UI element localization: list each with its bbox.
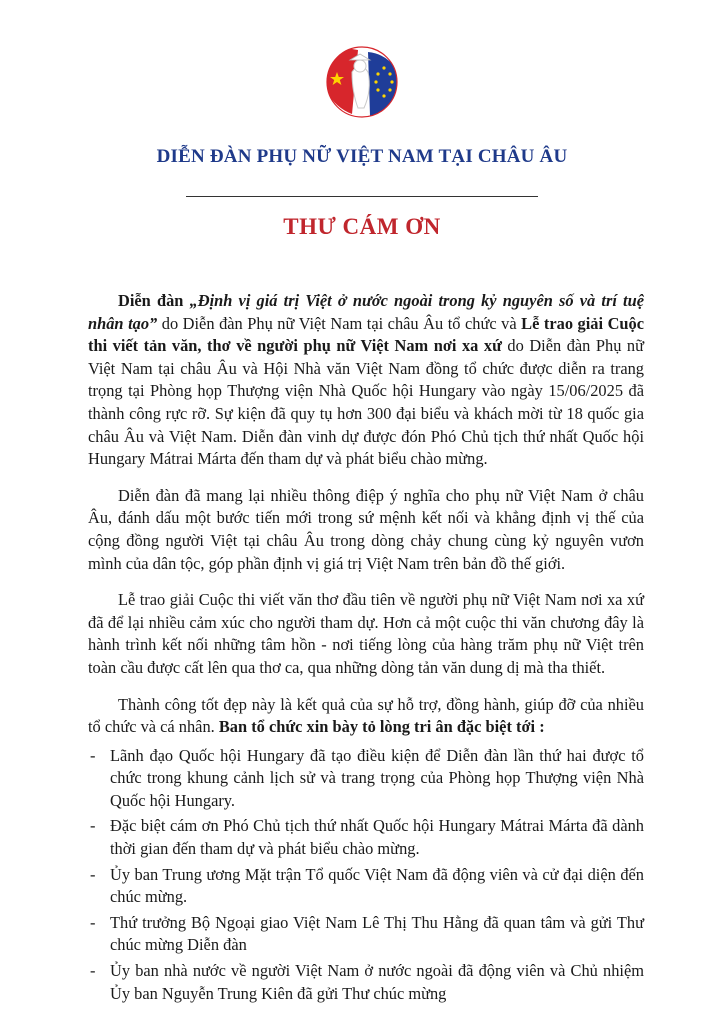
paragraph-1	[88, 290, 644, 471]
text-span: Thành công tốt đẹp này là kết quả của sự hỗ trợ, đồng hành, giúp đỡ của nhiều tổ chức và cá nhân.	[88, 694, 644, 737]
list-item	[88, 864, 644, 909]
title-divider	[186, 196, 538, 197]
list-item-text: Lãnh đạo Quốc hội Hungary đã tạo điều kiện để Diễn đàn lần thứ hai được tổ chức trong khung cảnh lịch sử và trang trọng của Phòng họp Thượng viện Nhà Quốc hội Hungary.	[110, 745, 644, 810]
text-span: do Diễn đàn Phụ nữ Việt Nam tại châu Âu tổ chức và	[157, 313, 522, 333]
vietnam-europe-women-logo-icon	[322, 42, 402, 120]
list-dash: -	[90, 912, 96, 932]
list-dash: -	[90, 864, 96, 884]
list-item	[88, 745, 644, 813]
list-item	[88, 815, 644, 860]
gratitude-heading: Ban tổ chức xin bày tỏ lòng tri ân đặc biệt tới :	[218, 717, 545, 737]
list-item-text: Thứ trưởng Bộ Ngoại giao Việt Nam Lê Thị Thu Hằng đã quan tâm và gửi Thư chúc mừng Diễn đàn	[110, 912, 644, 955]
text-span: Diễn đàn	[118, 291, 190, 310]
organization-title: DIỄN ĐÀN PHỤ NỮ VIỆT NAM TẠI CHÂU ÂU	[156, 146, 568, 167]
list-item	[88, 960, 644, 1005]
award-ceremony-name: Lễ trao giải Cuộc thi viết tản văn, thơ về người phụ nữ Việt Nam nơi xa xứ	[88, 313, 645, 356]
list-dash: -	[90, 745, 96, 765]
paragraph-2	[88, 485, 644, 575]
list-item-text: Ủy ban Trung ương Mặt trận Tổ quốc Việt Nam đã động viên và cử đại diện đến chúc mừng.	[110, 864, 644, 907]
forum-name-text: „Định vị giá trị Việt ở nước ngoài trong kỷ nguyên số và trí tuệ nhân tạo”	[88, 291, 645, 333]
paragraph-3	[88, 589, 644, 679]
letter-title: THƯ CÁM ƠN	[283, 214, 441, 239]
text-span: Diễn đàn đã mang lại nhiều thông điệp ý nghĩa cho phụ nữ Việt Nam ở châu Âu, đánh dấu một bước tiến mới trong sứ mệnh kết nối và khẳng định vị thế của cộng đồng người Việt tại châu Âu trong dòng chảy chung cùng kỷ nguyên vươn mình của dân tộc, góp phần định vị giá trị Việt Nam trên bản đồ thế giới.	[88, 485, 644, 573]
text-span: do Diễn đàn Phụ nữ Việt Nam tại châu Âu và Hội Nhà văn Việt Nam đồng tổ chức được diễn ra trang trọng tại Phòng họp Thượng viện Nhà Quốc hội Hungary vào ngày 15/06/2025 đã thành công rực rỡ. Sự kiện đã quy tụ hơn 300 đại biểu và khách mời từ 18 quốc gia châu Âu và Việt Nam. Diễn đàn vinh dự được đón Phó Chủ tịch thứ nhất Quốc hội Hungary Mátrai Márta đến tham dự và phát biểu chào mừng.	[88, 336, 644, 469]
paragraph-4	[88, 694, 644, 739]
list-item	[88, 912, 644, 957]
list-item-text: Ủy ban nhà nước về người Việt Nam ở nước ngoài đã động viên và Chủ nhiệm Ủy ban Nguyễn Trung Kiên đã gửi Thư chúc mừng	[110, 961, 644, 1003]
list-dash: -	[90, 961, 96, 981]
thanks-list	[88, 745, 644, 1006]
letter-body	[88, 290, 644, 1008]
list-dash: -	[90, 816, 96, 836]
text-span: Lễ trao giải Cuộc thi viết văn thơ đầu tiên về người phụ nữ Việt Nam nơi xa xứ đã để lại nhiều cảm xúc cho người tham dự. Hơn cả một cuộc thi văn chương đây là hành trình kết nối những tâm hồn - nơi tiếng lòng của hàng trăm phụ nữ Việt trên toàn cầu được cất lên qua thơ ca, qua những dòng tản văn dung dị mà tha thiết.	[88, 590, 644, 677]
list-item-text: Đặc biệt cám ơn Phó Chủ tịch thứ nhất Quốc hội Hungary Mátrai Márta đã dành thời gian đến tham dự và phát biểu chào mừng.	[110, 816, 644, 859]
